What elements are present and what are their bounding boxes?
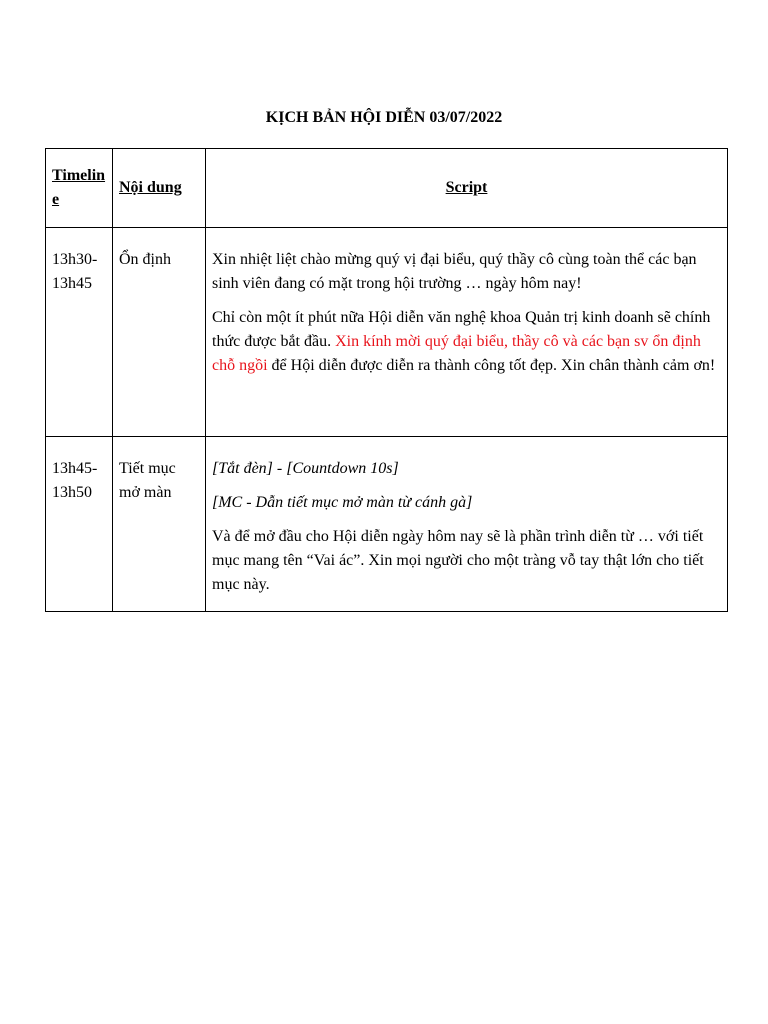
cell-timeline: 13h30-13h45 xyxy=(46,228,113,437)
table-row xyxy=(46,228,728,437)
cell-script xyxy=(206,437,728,612)
cell-script xyxy=(206,228,728,437)
header-timeline: Timeline xyxy=(46,149,113,228)
stage-cue: [MC - Dẫn tiết mục mở màn từ cánh gà] xyxy=(212,494,473,511)
script-text: để Hội diễn được diễn ra thành công tốt đẹp. Xin chân thành cảm ơn! xyxy=(267,357,716,374)
header-script: Script xyxy=(206,149,728,228)
cell-content: Tiết mục mở màn xyxy=(113,437,206,612)
script-table xyxy=(45,148,728,612)
cell-timeline: 13h45-13h50 xyxy=(46,437,113,612)
table-header-row xyxy=(46,149,728,228)
script-paragraph xyxy=(212,306,721,378)
script-text: Chỉ còn một ít phút nữa Hội diễn văn nghệ khoa Quản trị kinh doanh sẽ chính thức được bắt đầu. xyxy=(212,309,711,350)
header-content: Nội dung xyxy=(113,149,206,228)
script-paragraph: Và để mở đầu cho Hội diễn ngày hôm nay sẽ là phần trình diễn từ … với tiết mục mang tên “Vai ác”. Xin mọi người cho một tràng vỗ tay thật lớn cho tiết mục này. xyxy=(212,528,704,593)
script-paragraph: Xin nhiệt liệt chào mừng quý vị đại biểu, quý thầy cô cùng toàn thể các bạn sinh viên đang có mặt trong hội trường … ngày hôm nay! xyxy=(212,251,697,292)
table-row xyxy=(46,437,728,612)
cell-content: Ổn định xyxy=(113,228,206,437)
script-highlight-text: Xin kính mời quý đại biểu, thầy cô và các bạn sv ổn định chỗ ngồi xyxy=(212,333,701,374)
document-title: KỊCH BẢN HỘI DIỄN 03/07/2022 xyxy=(265,109,503,126)
stage-cue: [Tắt đèn] - [Countdown 10s] xyxy=(212,460,399,477)
